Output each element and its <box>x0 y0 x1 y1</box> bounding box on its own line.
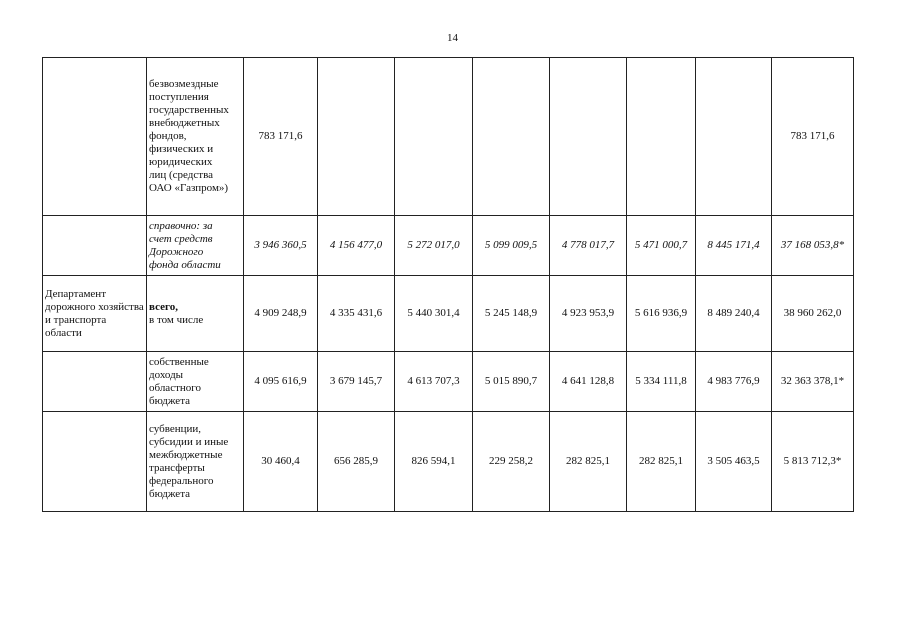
row-description <box>147 276 244 352</box>
value-cell: 8 489 240,4 <box>696 276 772 352</box>
value-cell: 282 825,1 <box>627 412 696 512</box>
page-number: 14 <box>447 32 458 44</box>
description-line: фонда области <box>149 258 221 271</box>
value-cell: 4 335 431,6 <box>318 276 395 352</box>
value-cell: 4 641 128,8 <box>550 352 627 412</box>
value-cell: 5 015 890,7 <box>473 352 550 412</box>
description-line: физических и <box>149 143 214 155</box>
row-description <box>147 216 244 276</box>
department-cell: Департамент дорожного хозяйства и транспорта области <box>43 276 147 352</box>
description-line: справочно: за <box>149 219 213 232</box>
table-row <box>43 216 854 276</box>
department-cell <box>43 58 147 216</box>
total-cell: 783 171,6 <box>772 58 854 216</box>
value-cell: 5 245 148,9 <box>473 276 550 352</box>
description-line: поступления <box>149 91 209 103</box>
value-cell: 8 445 171,4 <box>696 216 772 276</box>
description-line: бюджета <box>149 487 191 500</box>
description-line: субсидии и иные <box>149 435 229 448</box>
value-cell: 5 471 000,7 <box>627 216 696 276</box>
value-cell: 4 923 953,9 <box>550 276 627 352</box>
value-cell: 656 285,9 <box>318 412 395 512</box>
description-line: федерального <box>149 474 214 487</box>
department-cell <box>43 216 147 276</box>
table-row <box>43 412 854 512</box>
description-total-label: всего, <box>149 300 178 313</box>
value-cell: 5 440 301,4 <box>395 276 473 352</box>
description-line: внебюджетных <box>149 117 220 129</box>
value-cell <box>696 58 772 216</box>
row-description <box>147 352 244 412</box>
description-line: фондов, <box>149 130 187 142</box>
total-cell: 32 363 378,1* <box>772 352 854 412</box>
value-cell: 5 272 017,0 <box>395 216 473 276</box>
value-cell <box>395 58 473 216</box>
description-line: счет средств <box>149 232 213 245</box>
description-line: бюджета <box>149 394 191 407</box>
value-cell: 30 460,4 <box>244 412 318 512</box>
value-cell: 4 095 616,9 <box>244 352 318 412</box>
value-cell: 3 679 145,7 <box>318 352 395 412</box>
description-line: доходы <box>149 368 184 381</box>
table-row <box>43 58 854 216</box>
value-cell <box>627 58 696 216</box>
value-cell: 5 334 111,8 <box>627 352 696 412</box>
description-line: областного <box>149 381 202 394</box>
description-line: в том числе <box>149 313 204 326</box>
description-line: Дорожного <box>149 245 204 258</box>
table-row <box>43 276 854 352</box>
value-cell: 229 258,2 <box>473 412 550 512</box>
department-cell <box>43 352 147 412</box>
value-cell: 4 983 776,9 <box>696 352 772 412</box>
value-cell: 4 156 477,0 <box>318 216 395 276</box>
description-line: ОАО «Газпром») <box>149 182 229 194</box>
value-cell: 5 616 936,9 <box>627 276 696 352</box>
value-cell: 282 825,1 <box>550 412 627 512</box>
value-cell: 3 505 463,5 <box>696 412 772 512</box>
description-line: трансферты <box>149 461 205 474</box>
total-cell: 38 960 262,0 <box>772 276 854 352</box>
value-cell: 826 594,1 <box>395 412 473 512</box>
row-description <box>147 58 244 216</box>
total-cell: 37 168 053,8* <box>772 216 854 276</box>
value-cell <box>318 58 395 216</box>
description-line: собственные <box>149 355 209 368</box>
value-cell: 3 946 360,5 <box>244 216 318 276</box>
value-cell: 4 613 707,3 <box>395 352 473 412</box>
value-cell <box>550 58 627 216</box>
row-description <box>147 412 244 512</box>
description-line: безвозмездные <box>149 78 219 90</box>
total-cell: 5 813 712,3* <box>772 412 854 512</box>
table-row <box>43 352 854 412</box>
value-cell: 783 171,6 <box>244 58 318 216</box>
description-line: государственных <box>149 104 229 116</box>
description-line: юридических <box>149 156 213 168</box>
description-line: лиц (средства <box>149 169 214 181</box>
description-line: субвенции, <box>149 422 201 435</box>
department-cell <box>43 412 147 512</box>
value-cell: 4 778 017,7 <box>550 216 627 276</box>
value-cell: 4 909 248,9 <box>244 276 318 352</box>
value-cell: 5 099 009,5 <box>473 216 550 276</box>
value-cell <box>473 58 550 216</box>
budget-table <box>42 57 854 512</box>
description-line: межбюджетные <box>149 448 223 461</box>
